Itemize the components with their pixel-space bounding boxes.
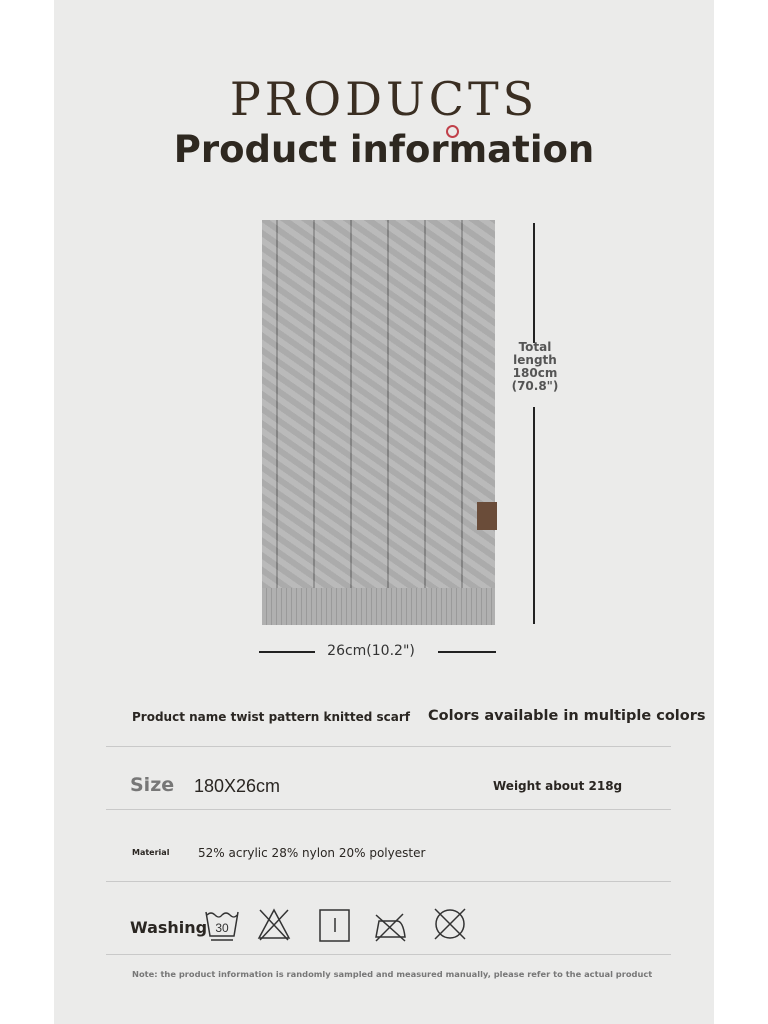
colors-info: Colors available in multiple colors bbox=[428, 708, 706, 724]
width-line-right bbox=[438, 651, 496, 653]
size-label: Size bbox=[130, 774, 175, 796]
brand-patch bbox=[477, 502, 497, 530]
length-label bbox=[506, 341, 564, 393]
wash-temp: 30 bbox=[215, 921, 229, 935]
scarf-image bbox=[262, 220, 495, 625]
product-name: Product name twist pattern knitted scarf bbox=[132, 710, 411, 724]
divider bbox=[106, 881, 671, 882]
length-label-line: Total bbox=[518, 340, 552, 354]
wash-30-icon bbox=[204, 908, 240, 942]
no-iron-icon bbox=[373, 911, 409, 943]
length-label-line: (70.8") bbox=[511, 379, 559, 393]
washing-label: Washing bbox=[130, 918, 208, 937]
material-value: 52% acrylic 28% nylon 20% polyester bbox=[198, 846, 426, 860]
note-text: Note: the product information is randomly sampled and measured manually, please refer to the actual product bbox=[132, 969, 653, 979]
size-value: 180X26cm bbox=[194, 776, 281, 796]
line-dry-icon bbox=[318, 908, 352, 942]
divider bbox=[106, 746, 671, 747]
divider bbox=[106, 954, 671, 955]
scarf-rib-edge bbox=[262, 588, 495, 625]
weight-info: Weight about 218g bbox=[493, 779, 623, 793]
no-dry-clean-icon bbox=[432, 906, 468, 942]
width-label: 26cm(10.2") bbox=[327, 643, 415, 659]
material-label: Material bbox=[132, 848, 170, 857]
page-subtitle: Product information bbox=[173, 128, 595, 171]
page-title: PRODUCTS bbox=[229, 72, 539, 126]
divider bbox=[106, 809, 671, 810]
length-label-line: 180cm bbox=[512, 366, 558, 380]
length-label-line: length bbox=[513, 353, 557, 367]
length-line-bottom bbox=[533, 407, 535, 624]
length-line-top bbox=[533, 223, 535, 343]
no-bleach-icon bbox=[257, 907, 291, 941]
width-line-left bbox=[259, 651, 315, 653]
